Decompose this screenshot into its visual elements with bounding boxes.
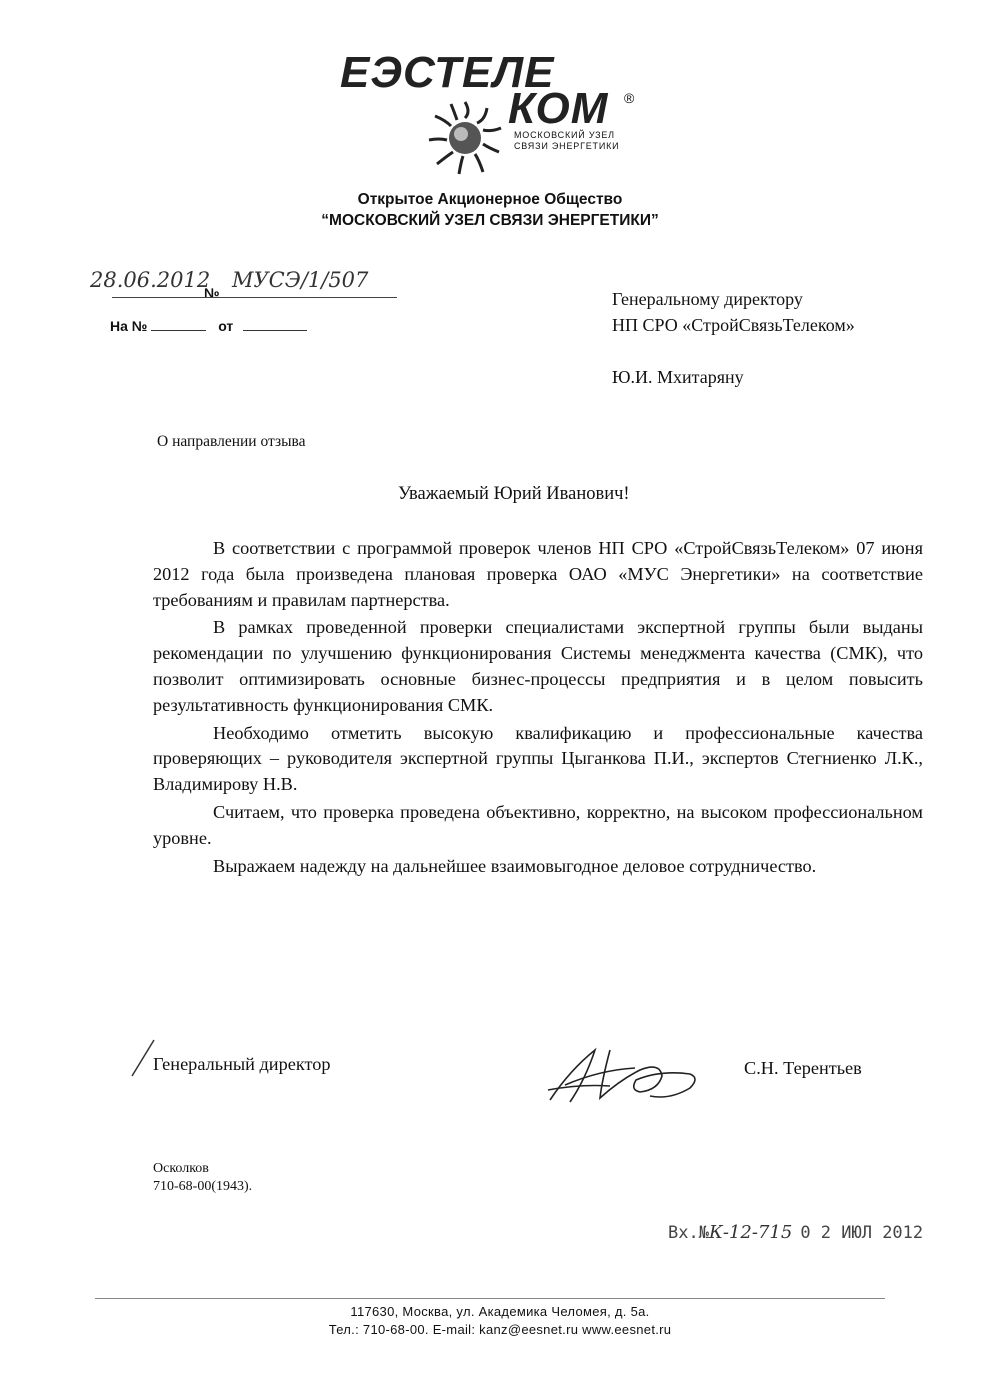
body-paragraph-4: Считаем, что проверка проведена объективно, корректно, на высоком профессиональном уровне.	[153, 801, 923, 848]
reference-number-label: На №	[110, 318, 148, 334]
footer-address: 117630, Москва, ул. Академика Челомея, д. 5а.	[350, 1304, 650, 1319]
reference-number-blank	[151, 330, 206, 331]
footer-contacts: Тел.: 710-68-00. E-mail: kanz@eesnet.ru www.eesnet.ru	[328, 1322, 672, 1337]
signature-position: Генеральный директор	[153, 1054, 331, 1074]
outgoing-number: МУСЭ/1/507	[232, 268, 369, 292]
company-logo	[330, 48, 660, 168]
logo-word-kom: КОМ	[508, 84, 609, 133]
incoming-stamp-date: 0 2 ИЮЛ 2012	[800, 1223, 924, 1243]
incoming-stamp	[668, 1222, 923, 1243]
letter-subject: О направлении отзыва	[157, 433, 306, 450]
addressee-line-1: Генеральному директору	[612, 289, 803, 309]
greeting: Уважаемый Юрий Иванович!	[398, 484, 630, 504]
incoming-stamp-number: К-12-715	[708, 1222, 793, 1243]
logo-subtitle-2: СВЯЗИ ЭНЕРГЕТИКИ	[514, 141, 620, 151]
reference-from-label: от	[218, 318, 234, 334]
outgoing-date: 28.06.2012	[90, 268, 211, 292]
logo-word-eestele: ЕЭСТЕЛЕ	[340, 48, 555, 97]
addressee-line-2: НП СРО «СтройСвязьТелеком»	[612, 315, 855, 335]
sun-logo-icon	[425, 98, 505, 178]
outgoing-number-label: №	[204, 285, 220, 301]
org-name-line-2: “МОСКОВСКИЙ УЗЕЛ СВЯЗИ ЭНЕРГЕТИКИ”	[321, 212, 659, 229]
reference-date-blank	[243, 330, 307, 331]
body-paragraph-1: В соответствии с программой проверок членов НП СРО «СтройСвязьТелеком» 07 июня 2012 года была произведена плановая проверка ОАО «МУС Энергетики» на соответствие требованиям и правилам партнерства.	[153, 538, 923, 610]
registered-mark: ®	[624, 90, 635, 106]
incoming-stamp-label: Вх.№	[668, 1223, 709, 1243]
signatory-name: С.Н. Терентьев	[744, 1058, 862, 1078]
outgoing-underline	[112, 297, 397, 298]
handwritten-signature-icon	[540, 1040, 710, 1110]
executor-phone: 710-68-00(1943).	[153, 1179, 253, 1194]
executor-name: Осколков	[153, 1161, 209, 1176]
reference-line	[110, 318, 307, 334]
footer-divider	[95, 1298, 885, 1299]
body-paragraph-2: В рамках проведенной проверки специалистами экспертной группы были выданы рекомендации по улучшению функционирования Системы менеджмента качества (СМК), что позволит оптимизировать основные бизнес-процессы предприятия и в целом повысить результативность функционирования СМК.	[153, 617, 923, 715]
addressee-name: Ю.И. Мхитаряну	[612, 367, 744, 387]
letter-body	[153, 536, 923, 879]
body-paragraph-5: Выражаем надежду на дальнейшее взаимовыгодное деловое сотрудничество.	[213, 855, 817, 876]
org-name-line-1: Открытое Акционерное Общество	[357, 191, 623, 208]
body-paragraph-3: Необходимо отметить высокую квалификацию и профессиональные качества проверяющих – руководителя экспертной группы Цыганкова П.И., экспертов Стегниенко Л.К., Владимирову Н.В.	[153, 722, 923, 795]
logo-subtitle-1: МОСКОВСКИЙ УЗЕЛ	[514, 130, 615, 140]
